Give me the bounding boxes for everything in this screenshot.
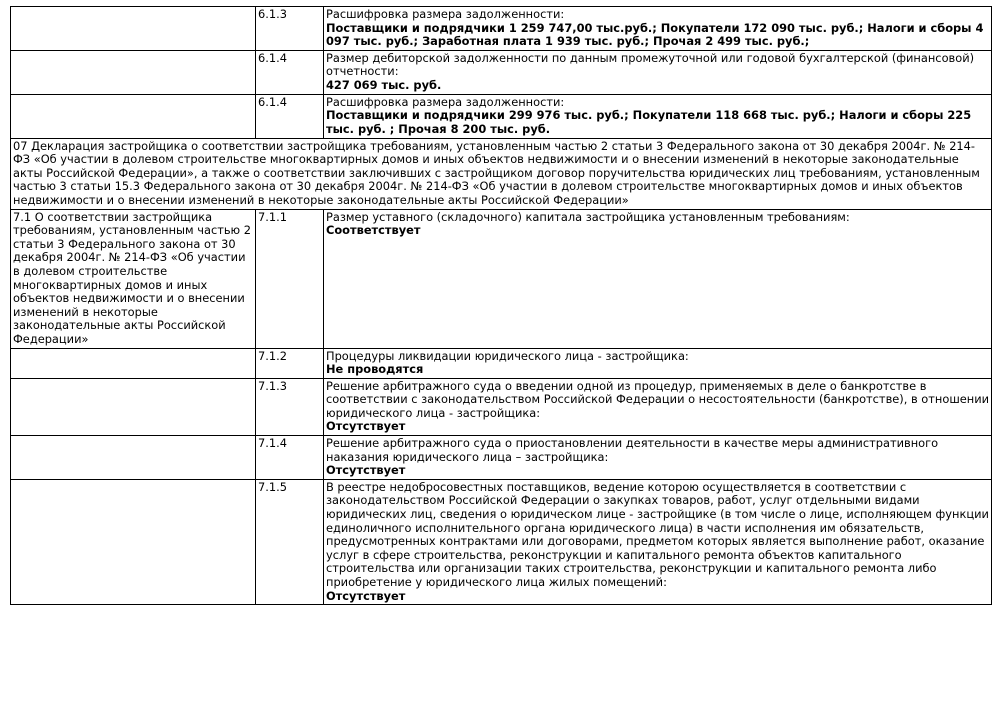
item-number: 6.1.4: [256, 50, 324, 94]
item-number: 7.1.5: [256, 479, 324, 604]
item-content: [324, 209, 992, 348]
item-label: В реестре недобросовестных поставщиков, ведение которою осуществляется в соответствии с законодательством Российской Федерации о закупках товаров, работ, услуг отдельными видами юридических лиц, сведения о юридическом лице - застройщике (в том числе о лице, исполняющем функции единоличного исполнительного органа юридического лица) в части исполнения им обязательств, предусмотренных контрактами или договорами, предметом которых является выполнение работ, оказание услуг в сфере строительства, реконструкции и капитального ремонта объектов капитального строительства или организации таких строительства, реконструкции и капитального ремонта либо приобретение у юридического лица жилых помещений:: [326, 479, 989, 589]
item-value: Отсутствует: [326, 419, 406, 434]
empty-cell: [11, 348, 256, 378]
item-value: Отсутствует: [326, 463, 406, 478]
item-label: Процедуры ликвидации юридического лица - застройщика:: [326, 348, 689, 363]
table-row: [11, 479, 992, 604]
item-label: Размер уставного (складочного) капитала застройщика установленным требованиям:: [326, 209, 850, 224]
item-value: Не проводятся: [326, 362, 424, 377]
item-number: 6.1.3: [256, 7, 324, 51]
table-row: [11, 7, 992, 51]
item-label: Расшифровка размера задолженности:: [326, 7, 565, 21]
table-row: [11, 436, 992, 480]
item-label: Расшифровка размера задолженности:: [326, 94, 565, 109]
table-row: [11, 50, 992, 94]
item-value: Соответствует: [326, 223, 421, 238]
empty-cell: [11, 479, 256, 604]
table-row: [11, 348, 992, 378]
item-value: Поставщики и подрядчики 1 259 747,00 тыс.руб.; Покупатели 172 090 тыс. руб.; Налоги и сборы 4 097 тыс. руб.; Заработная плата 1 939 тыс. руб.; Прочая 2 499 тыс. руб.;: [326, 20, 984, 49]
table-row: [11, 209, 992, 348]
empty-cell: [11, 94, 256, 138]
item-label: Решение арбитражного суда о введении одной из процедур, применяемых в деле о банкротстве в соответствии с законодательством Российской Федерации о несостоятельности (банкротстве), в отношении юридического лица - застройщика:: [326, 378, 990, 420]
item-value: Поставщики и подрядчики 299 976 тыс. руб.; Покупатели 118 668 тыс. руб.; Налоги и сборы 225 тыс. руб. ; Прочая 8 200 тыс. руб.: [326, 108, 972, 136]
item-value: 427 069 тыс. руб.: [326, 77, 442, 92]
item-number: 6.1.4: [256, 94, 324, 138]
item-content: [324, 348, 992, 378]
empty-cell: [11, 7, 256, 51]
empty-cell: [11, 378, 256, 435]
table-row: [11, 378, 992, 435]
item-content: [324, 94, 992, 138]
item-number: 7.1.4: [256, 436, 324, 480]
declaration-table: [10, 6, 992, 605]
subsection-title: 7.1 О соответствии застройщика требованиям, установленным частью 2 статьи 3 Федерального закона от 30 декабря 2004г. № 214-ФЗ «Об участии в долевом строительстве многоквартирных домов и иных объектов недвижимости и о внесении изменений в некоторые законодательные акты Российской Федерации»: [11, 209, 256, 348]
empty-cell: [11, 436, 256, 480]
item-content: [324, 50, 992, 94]
section-header: 07 Декларация застройщика о соответствии застройщика требованиям, установленным частью 2 статьи 3 Федерального закона от 30 декабря 2004г. № 214-ФЗ «Об участии в долевом строительстве многоквартирных домов и иных объектов недвижимости и о внесении изменений в некоторые законодательные акты Российской Федерации», а также о соответствии заключивших с застройщиком договор поручительства юридических лиц требованиям, установленным частью 3 статьи 15.3 Федерального закона от 30 декабря 2004г. № 214-ФЗ «Об участии в долевом строительстве многоквартирных домов и иных объектов недвижимости и о внесении изменений в некоторые законодательные акты Российской Федерации»: [11, 138, 992, 209]
item-number: 7.1.3: [256, 378, 324, 435]
empty-cell: [11, 50, 256, 94]
item-content: [324, 436, 992, 480]
item-label: Размер дебиторской задолженности по данным промежуточной или годовой бухгалтерской (финансовой) отчетности:: [326, 50, 975, 79]
item-content: [324, 378, 992, 435]
section-header-row: [11, 138, 992, 209]
item-number: 7.1.1: [256, 209, 324, 348]
item-value: Отсутствует: [326, 588, 406, 603]
item-label: Решение арбитражного суда о приостановлении деятельности в качестве меры административного наказания юридического лица – застройщика:: [326, 436, 939, 464]
item-content: [324, 7, 992, 51]
item-number: 7.1.2: [256, 348, 324, 378]
item-content: [324, 479, 992, 604]
table-row: [11, 94, 992, 138]
